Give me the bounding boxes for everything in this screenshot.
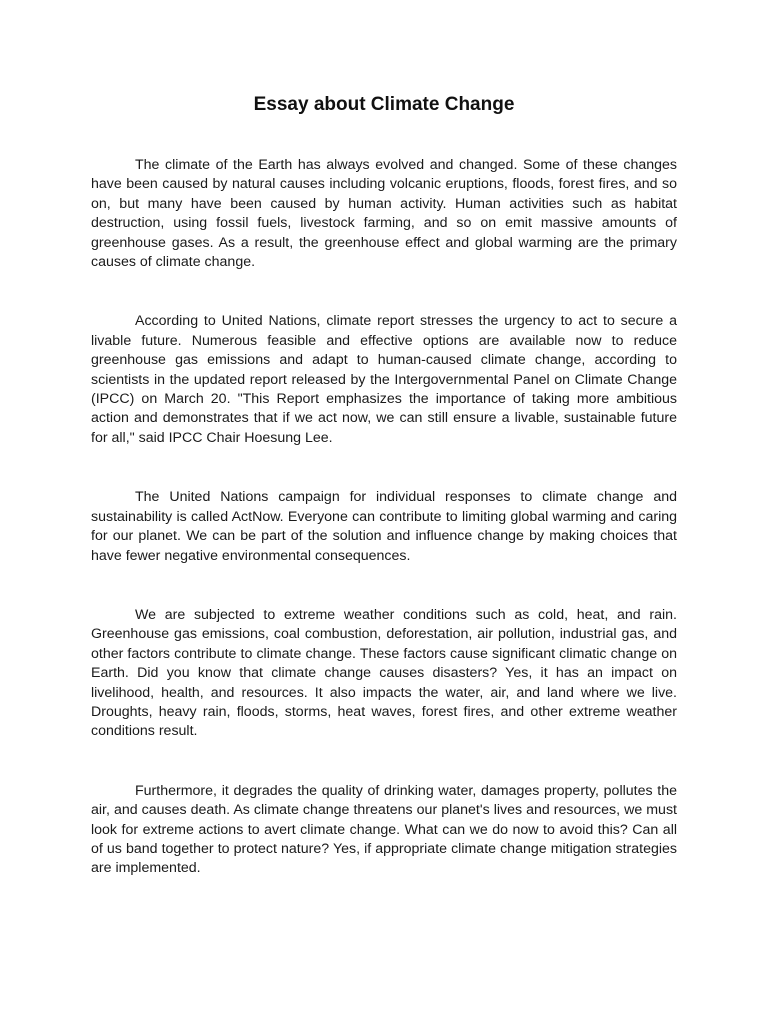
paragraph-4: We are subjected to extreme weather conditions such as cold, heat, and rain. Greenhouse gas emissions, coal combustion, deforestation, air pollution, industrial gas, and other factors contribute to climate change. These factors cause significant climatic change on Earth. Did you know that climate change causes disasters? Yes, it has an impact on livelihood, health, and resources. It also impacts the water, air, and land where we live. Droughts, heavy rain, floods, storms, heat waves, forest fires, and other extreme weather conditions result. [91, 606, 677, 740]
paragraph-3: The United Nations campaign for individual responses to climate change and sustainability is called ActNow. Everyone can contribute to limiting global warming and caring for our planet. We can be part of the solution and influence change by making choices that have fewer negative environmental consequences. [91, 489, 677, 564]
essay-title: Essay about Climate Change [253, 94, 515, 115]
paragraph-1: The climate of the Earth has always evolved and changed. Some of these changes have been caused by natural causes including volcanic eruptions, floods, forest fires, and so on, but many have been caused by human activity. Human activities such as habitat destruction, using fossil fuels, livestock farming, and so on emit massive amounts of greenhouse gases. As a result, the greenhouse effect and global warming are the primary causes of climate change. [91, 157, 677, 271]
paragraph-2: According to United Nations, climate report stresses the urgency to act to secure a livable future. Numerous feasible and effective options are available now to reduce greenhouse gas emissions and adapt to human-caused climate change, according to scientists in the updated report released by the Intergovernmental Panel on Climate Change (IPCC) on March 20. "This Report emphasizes the importance of taking more ambitious action and demonstrates that if we act now, we can still ensure a livable, sustainable future for all," said IPCC Chair Hoesung Lee. [91, 313, 677, 446]
paragraph-5: Furthermore, it degrades the quality of drinking water, damages property, pollutes the air, and causes death. As climate change threatens our planet's lives and resources, we must look for extreme actions to avert climate change. What can we do now to avoid this? Can all of us band together to protect nature? Yes, if appropriate climate change mitigation strategies are implemented. [91, 782, 677, 877]
